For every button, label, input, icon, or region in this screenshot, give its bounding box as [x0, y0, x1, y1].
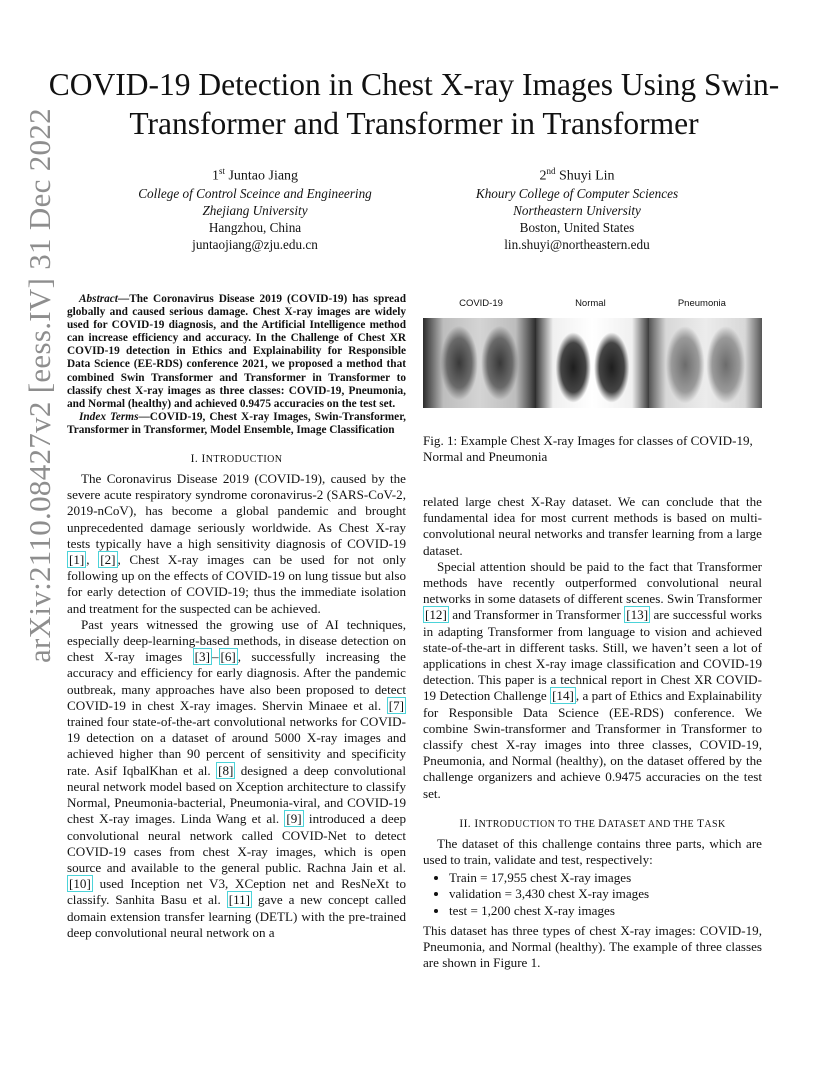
- author-name: 2nd Shuyi Lin: [539, 166, 615, 184]
- xray-normal-image: [536, 318, 649, 408]
- figure-caption: Fig. 1: Example Chest X-ray Images for classes of COVID-19, Normal and Pneumonia: [423, 433, 753, 465]
- dataset-paragraph-2: This dataset has three types of chest X-ray images: COVID-19, Pneumonia, and Normal (healthy). The example of three classes are shown in Figure 1.: [423, 922, 762, 971]
- author-city: Boston, United States: [519, 219, 635, 235]
- citation-link[interactable]: [11]: [228, 892, 251, 908]
- author-univ: Northeastern University: [513, 202, 641, 218]
- citation-link[interactable]: [1]: [69, 552, 85, 568]
- intro-paragraph-2: Past years witnessed the growing use of AI techniques, especially deep-learning-based methods, in disease detection on chest X-ray images [3] – [6] , successfully increasing the accuracy and efficiency for early diagnosis. After the pandemic outbreak, many approaches have also been proposed to detect COVID-19 in chest X-ray images. Shervin Minaee et al. [7] trained four state-of-the-art convolutional networks for COVID-19 detection on a dataset of around 5000 X-ray images and achieved higher than 90 percent of sensitivity and specificity rate. Asif IqbalKhan et al. [8] designed a deep convolutional neural network model based on Xception architecture to classify Normal, Pneumonia-bacterial, Pneumonia-viral, and COVID-19 chest X-ray images. Linda Wang et al. [9] introduced a deep convolutional neural network called COVID-Net to detect COVID-19 cases from chest X-ray images, which is open source and available to the general public. Rachna Jain et al. [10] used Inception net V3, XCeption net and ResNeXt to classify. Sanhita Basu et al. [11] gave a new concept called domain extension transfer learning (DETL) with the pre-trained deep convolutional neural network on a: [67, 616, 406, 940]
- list-item: • validation = 3,430 chest X-ray images: [449, 886, 762, 902]
- intro-paragraph-1: The Coronavirus Disease 2019 (COVID-19), caused by the severe acute respiratory syndrome coronavirus-2 (SARS-CoV-2, 2019-nCoV), has become a global pandemic and brought unprecedented damage seriously worldwide. As Chest X-ray tests typically have a high sensitivity diagnosis of COVID-19 [1] , [2] , Chest X-ray images can be used for not only following up on the effects of COVID-19 on lung tissue but also for early detection of COVID-19; thus the immediate isolation and treatment for the suspected can be achieved.: [67, 471, 406, 616]
- citation-link[interactable]: [6]: [220, 649, 236, 665]
- section-heading-introduction: I. INTRODUCTION: [190, 453, 283, 466]
- citation-link[interactable]: [2]: [100, 552, 116, 568]
- citation-link[interactable]: [9]: [286, 811, 302, 827]
- citation-link[interactable]: [7]: [388, 697, 404, 713]
- author-name: 1st Juntao Jiang: [211, 166, 299, 184]
- dataset-paragraph-1: The dataset of this challenge contains three parts, which are used to train, validate and test, respectively:: [423, 835, 762, 868]
- right-paragraph-2: Special attention should be paid to the fact that Transformer methods have recently outperformed convolutional neural networks in some datasets of different scenes. Swin Transformer [12] and Transformer in Transformer [13] are successful works in adapting Transformer from language to vision and achieved state-of-the-art in different tasks. Still, we haven’t seen a lot of applications in chest X-ray image classification and COVID-19 detection. This paper is a technical report in Chest XR COVID-19 Detection Challenge [14] , a part of Ethics and Explainability for Responsible Data Science (EE-RDS) conference. We combine Swin-transformer and Transformer in Transformer to classify chest X-ray images into three classes, COVID-19, Pneumonia, and Normal (healthy), on the dataset offered by the challenge organizers and achieve 0.9475 accuracies on the test set.: [423, 558, 763, 801]
- right-column: [423, 494, 762, 971]
- list-item: • Train = 17,955 chest X-ray images: [449, 870, 762, 886]
- label-pneumonia: Pneumonia: [677, 297, 726, 309]
- arxiv-stamp: arXiv:2110.08427v2 [eess.IV] 31 Dec 2022: [22, 108, 57, 663]
- left-column: [67, 293, 406, 941]
- right-paragraph-1: related large chest X-Ray dataset. We can conclude that the fundamental idea for most current methods is based on multi-convolutional neural networks and transfer learning from a large dataset.: [423, 494, 762, 558]
- citation-link[interactable]: [10]: [69, 876, 91, 892]
- label-normal: Normal: [575, 297, 606, 309]
- abstract: Abstract—The Coronavirus Disease 2019 (COVID-19) has spread globally and caused serious damage. Chest X-ray images are widely used for COVID-19 diagnosis, and the Artificial Intelligence method can increase efficiency and accuracy. In the Challenge of Chest XR COVID-19 detection in Ethics and Explainability for Responsible Data Science (EE-RDS) conference 2021, we proposed a method that combined Swin Transformer and Transformer in Transformer to classify chest X-ray images as three classes: COVID-19, Pneumonia, and Normal (healthy) and achieved 0.9475 accuracies on the test set.: [67, 293, 406, 410]
- xray-covid-image: [423, 318, 536, 408]
- author-block-1: [105, 163, 405, 253]
- citation-link[interactable]: [8]: [218, 762, 234, 778]
- dataset-list: [423, 870, 762, 919]
- figure-labels: [423, 293, 762, 313]
- paper-title: COVID-19 Detection in Chest X-ray Images Using Swin-Transformer and Transformer in Transformer: [48, 67, 780, 141]
- section-heading-dataset: II. INTRODUCTION TO THE DATASET AND THE TASK: [459, 817, 726, 830]
- citation-link[interactable]: [14]: [552, 688, 574, 704]
- citation-link[interactable]: [13]: [626, 607, 649, 623]
- label-covid: COVID-19: [459, 297, 503, 309]
- list-item: • test = 1,200 chest X-ray images: [449, 903, 762, 919]
- author-email[interactable]: juntaojiang@zju.edu.cn: [192, 236, 318, 252]
- author-dept: College of Control Sceince and Engineering: [138, 185, 372, 201]
- author-email[interactable]: lin.shuyi@northeastern.edu: [504, 236, 650, 252]
- author-univ: Zhejiang University: [202, 202, 308, 218]
- figure-1: [423, 293, 762, 465]
- author-block-2: [427, 163, 727, 253]
- xray-pneumonia-image: [649, 318, 762, 408]
- author-dept: Khoury College of Computer Sciences: [475, 185, 679, 201]
- xray-images: [423, 318, 762, 408]
- index-terms: Index Terms—COVID-19, Chest X-ray Images, Swin-Transformer, Transformer in Transformer, Model Ensemble, Image Classification: [67, 410, 406, 436]
- citation-link[interactable]: [3]: [194, 649, 210, 665]
- author-city: Hangzhou, China: [208, 219, 302, 235]
- citation-link[interactable]: [12]: [425, 607, 447, 623]
